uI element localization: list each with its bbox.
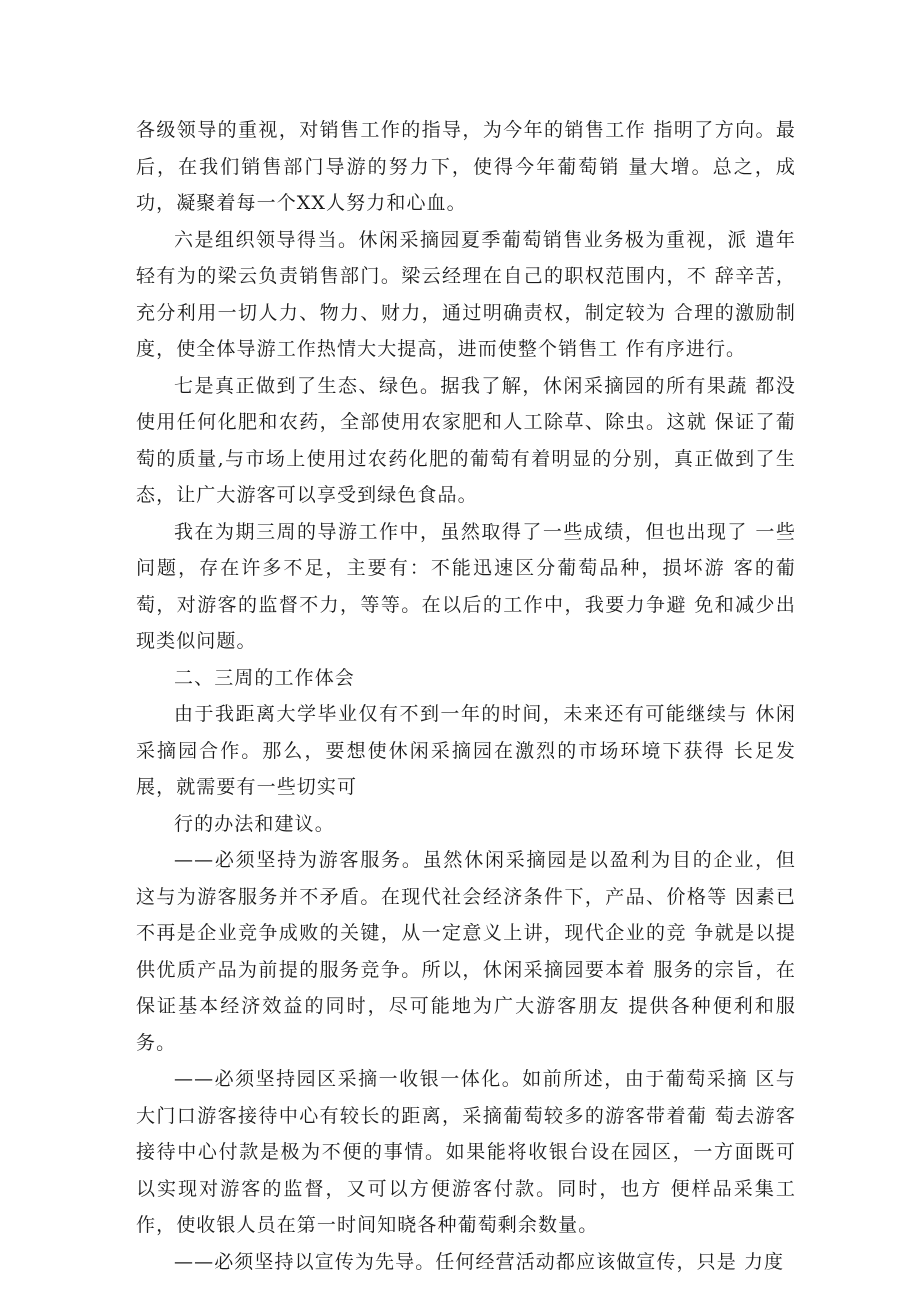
section-heading: 二、三周的工作体会: [174, 666, 355, 689]
paragraph-10: ——必须坚持以宣传为先导。任何经营活动都应该做宣传，只是 力度: [174, 1250, 785, 1273]
paragraph-6: 由于我距离大学毕业仅有不到一年的时间，未来还有可能继续与 休闲采摘园合作。那么，要想使休闲采摘园在激烈的市场环境下获得 长足发展，就需要有一些切实可: [136, 703, 796, 798]
paragraph-3: 七是真正做到了生态、绿色。据我了解，休闲采摘园的所有果蔬 都没使用任何化肥和农药，全部使用农家肥和人工除草、除虫。这就 保证了葡萄的质量,与市场上使用过农药化肥的葡萄有着明显的分别，真正做到了生态，让广大游客可以享受到绿色食品。: [136, 374, 796, 506]
paragraph-7: 行的办法和建议。: [174, 812, 335, 835]
document-page: [136, 112, 796, 1280]
paragraph-2: 六是组织领导得当。休闲采摘园夏季葡萄销售业务极为重视，派 遣年轻有为的梁云负责销售部门。梁云经理在自己的职权范围内，不 辞辛苦，充分利用一切人力、物力、财力，通过明确责权，制定较为 合理的激励制度，使全体导游工作热情大大提高，进而使整个销售工 作有序进行。: [136, 228, 796, 360]
paragraph-4: 我在为期三周的导游工作中，虽然取得了一些成绩，但也出现了 一些问题，存在许多不足，主要有：不能迅速区分葡萄品种，损坏游 客的葡萄，对游客的监督不力，等等。在以后的工作中，我要力争避 免和减少出现类似问题。: [136, 520, 796, 652]
paragraph-8: ——必须坚持为游客服务。虽然休闲采摘园是以盈利为目的企业，但这与为游客服务并不矛盾。在现代社会经济条件下，产品、价格等 因素已不再是企业竞争成败的关键，从一定意义上讲，现代企业的竞 争就是以提供优质产品为前提的服务竞争。所以，休闲采摘园要本着 服务的宗旨，在保证基本经济效益的同时，尽可能地为广大游客朋友 提供各种便利和服务。: [136, 849, 796, 1054]
paragraph-1: 各级领导的重视，对销售工作的指导，为今年的销售工作 指明了方向。最后，在我们销售部门导游的努力下，使得今年葡萄销 量大增。总之，成功，凝聚着每一个XX人努力和心血。: [136, 119, 796, 214]
paragraph-9: ——必须坚持园区采摘一收银一体化。如前所述，由于葡萄采摘 区与大门口游客接待中心有较长的距离，采摘葡萄较多的游客带着葡 萄去游客接待中心付款是极为不便的事情。如果能将收银台设在园区，一方面既可以实现对游客的监督，又可以方便游客付款。同时，也方 便样品采集工作，使收银人员在第一时间知晓各种葡萄剩余数量。: [136, 1068, 796, 1236]
